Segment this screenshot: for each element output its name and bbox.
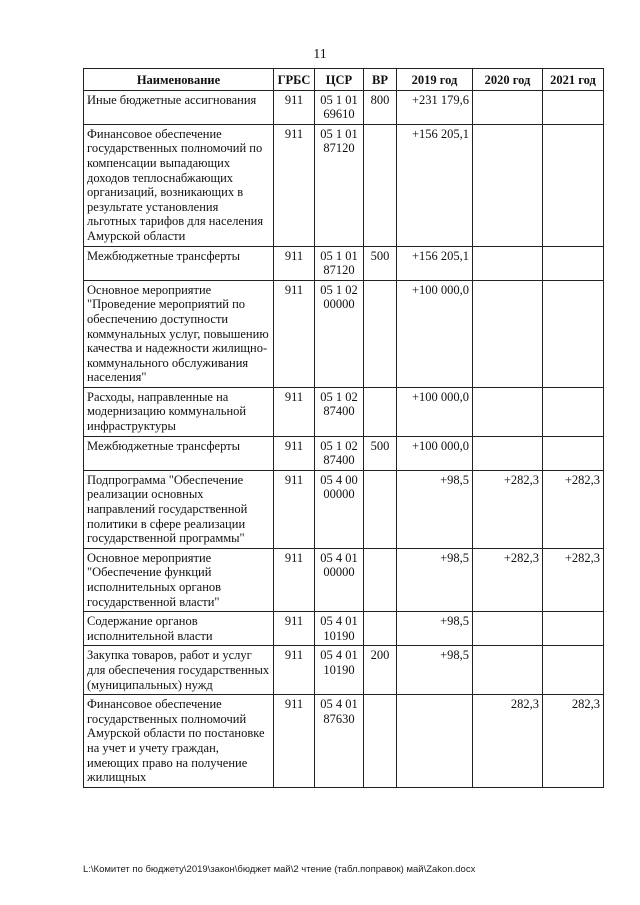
cell-name: Основное мероприятие "Обеспечение функций исполнительных органов государственной власти" [84, 548, 274, 611]
cell-2019: +98,5 [397, 470, 473, 548]
file-path-footer: L:\Комитет по бюджету\2019\закон\бюджет май\2 чтение (табл.поправок) май\Zakon.docx [83, 864, 476, 875]
table-row [84, 470, 604, 548]
cell-vr [364, 612, 397, 646]
cell-csr: 05 1 01 69610 [315, 90, 364, 124]
cell-csr: 05 4 00 00000 [315, 470, 364, 548]
cell-2021 [543, 246, 604, 280]
cell-2021 [543, 280, 604, 387]
cell-2021 [543, 646, 604, 695]
cell-2020 [473, 436, 543, 470]
table-row [84, 246, 604, 280]
cell-name: Межбюджетные трансферты [84, 246, 274, 280]
header-csr: ЦСР [315, 69, 364, 91]
table-row [84, 387, 604, 436]
cell-2019 [397, 695, 473, 788]
cell-name: Закупка товаров, работ и услуг для обеспечения государственных (муниципальных) нужд [84, 646, 274, 695]
header-2019: 2019 год [397, 69, 473, 91]
cell-grbs: 911 [274, 646, 315, 695]
table-row [84, 90, 604, 124]
cell-name: Содержание органов исполнительной власти [84, 612, 274, 646]
cell-vr: 200 [364, 646, 397, 695]
cell-vr [364, 548, 397, 611]
cell-name: Финансовое обеспечение государственных полномочий Амурской области по постановке на учет и учету граждан, имеющих право на получение жилищных [84, 695, 274, 788]
header-2021: 2021 год [543, 69, 604, 91]
cell-csr: 05 1 02 87400 [315, 387, 364, 436]
table-row [84, 548, 604, 611]
cell-grbs: 911 [274, 436, 315, 470]
cell-2021 [543, 90, 604, 124]
header-name: Наименование [84, 69, 274, 91]
cell-csr: 05 4 01 87630 [315, 695, 364, 788]
cell-name: Основное мероприятие "Проведение мероприятий по обеспечению доступности коммунальных услуг, повышению качества и надежности жилищно-коммунального обслуживания населения" [84, 280, 274, 387]
cell-2020: 282,3 [473, 695, 543, 788]
cell-csr: 05 1 02 00000 [315, 280, 364, 387]
cell-csr: 05 4 01 00000 [315, 548, 364, 611]
header-2020: 2020 год [473, 69, 543, 91]
header-vr: ВР [364, 69, 397, 91]
cell-name: Межбюджетные трансферты [84, 436, 274, 470]
cell-2020 [473, 387, 543, 436]
table-row [84, 124, 604, 246]
table-body [84, 90, 604, 787]
table-header-row [84, 69, 604, 91]
cell-name: Финансовое обеспечение государственных полномочий по компенсации выпадающих доходов теплоснабжающих организаций, возникающих в результате установления льготных тарифов для населения Амурской области [84, 124, 274, 246]
cell-csr: 05 4 01 10190 [315, 612, 364, 646]
cell-grbs: 911 [274, 280, 315, 387]
cell-grbs: 911 [274, 695, 315, 788]
cell-csr: 05 1 01 87120 [315, 246, 364, 280]
cell-name: Подпрограмма "Обеспечение реализации основных направлений государственной политики в сфере реализации государственной программы" [84, 470, 274, 548]
cell-vr: 800 [364, 90, 397, 124]
cell-2019: +100 000,0 [397, 280, 473, 387]
cell-2019: +100 000,0 [397, 387, 473, 436]
cell-2019: +100 000,0 [397, 436, 473, 470]
cell-2021 [543, 124, 604, 246]
cell-2020 [473, 124, 543, 246]
cell-grbs: 911 [274, 90, 315, 124]
cell-2020 [473, 246, 543, 280]
cell-vr [364, 470, 397, 548]
cell-2020 [473, 90, 543, 124]
cell-2019: +98,5 [397, 548, 473, 611]
cell-2021: +282,3 [543, 470, 604, 548]
cell-name: Расходы, направленные на модернизацию коммунальной инфраструктуры [84, 387, 274, 436]
cell-grbs: 911 [274, 612, 315, 646]
cell-grbs: 911 [274, 387, 315, 436]
cell-csr: 05 1 01 87120 [315, 124, 364, 246]
cell-vr [364, 695, 397, 788]
cell-2021 [543, 436, 604, 470]
cell-csr: 05 1 02 87400 [315, 436, 364, 470]
cell-2020: +282,3 [473, 548, 543, 611]
cell-vr: 500 [364, 436, 397, 470]
table-row [84, 695, 604, 788]
cell-2019: +156 205,1 [397, 124, 473, 246]
cell-vr: 500 [364, 246, 397, 280]
cell-2020 [473, 612, 543, 646]
cell-2021 [543, 387, 604, 436]
cell-2021: 282,3 [543, 695, 604, 788]
cell-grbs: 911 [274, 548, 315, 611]
cell-vr [364, 124, 397, 246]
table-row [84, 280, 604, 387]
cell-grbs: 911 [274, 124, 315, 246]
cell-2021: +282,3 [543, 548, 604, 611]
cell-2019: +98,5 [397, 646, 473, 695]
cell-2019: +98,5 [397, 612, 473, 646]
cell-2020 [473, 646, 543, 695]
page-number: 11 [313, 47, 327, 62]
cell-csr: 05 4 01 10190 [315, 646, 364, 695]
budget-amendments-table [83, 68, 604, 788]
cell-vr [364, 280, 397, 387]
cell-vr [364, 387, 397, 436]
cell-2020: +282,3 [473, 470, 543, 548]
cell-2019: +231 179,6 [397, 90, 473, 124]
cell-grbs: 911 [274, 470, 315, 548]
cell-name: Иные бюджетные ассигнования [84, 90, 274, 124]
cell-2020 [473, 280, 543, 387]
cell-2019: +156 205,1 [397, 246, 473, 280]
table-row [84, 612, 604, 646]
cell-grbs: 911 [274, 246, 315, 280]
header-grbs: ГРБС [274, 69, 315, 91]
table-row [84, 436, 604, 470]
table-row [84, 646, 604, 695]
cell-2021 [543, 612, 604, 646]
